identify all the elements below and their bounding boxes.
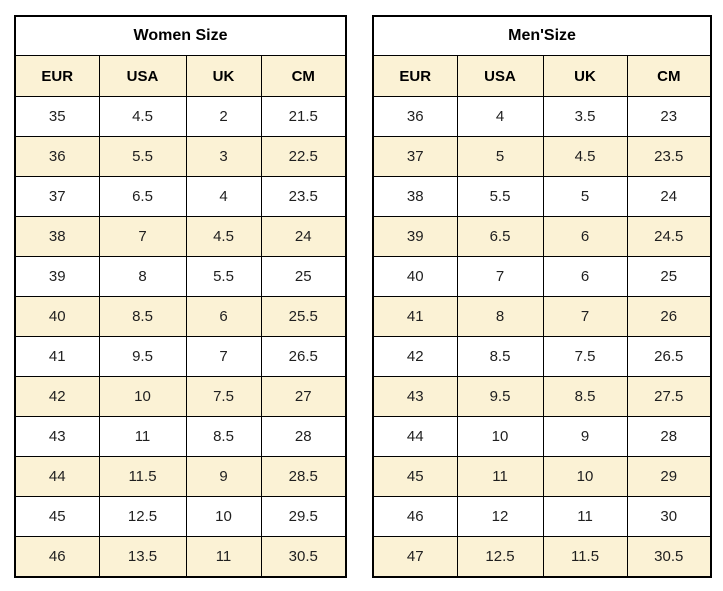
table-row — [15, 377, 346, 417]
size-cell: 8.5 — [186, 417, 261, 457]
size-cell: 25.5 — [261, 297, 346, 337]
size-cell: 22.5 — [261, 137, 346, 177]
size-cell: 4.5 — [186, 217, 261, 257]
size-cell: 43 — [373, 377, 457, 417]
column-header-row — [373, 56, 711, 97]
size-cell: 9.5 — [99, 337, 186, 377]
size-cell: 39 — [373, 217, 457, 257]
size-cell: 10 — [186, 497, 261, 537]
table-row — [373, 137, 711, 177]
size-cell: 8 — [457, 297, 543, 337]
size-cell: 7 — [186, 337, 261, 377]
size-cell: 37 — [15, 177, 99, 217]
table-row — [373, 457, 711, 497]
size-cell: 35 — [15, 97, 99, 137]
size-cell: 4 — [457, 97, 543, 137]
size-cell: 7 — [99, 217, 186, 257]
size-cell: 10 — [543, 457, 627, 497]
table-row — [373, 297, 711, 337]
size-cell: 38 — [373, 177, 457, 217]
size-cell: 4 — [186, 177, 261, 217]
size-cell: 28 — [627, 417, 711, 457]
size-cell: 11 — [99, 417, 186, 457]
size-cell: 8.5 — [99, 297, 186, 337]
table-row — [15, 497, 346, 537]
table-row — [15, 217, 346, 257]
size-cell: 24.5 — [627, 217, 711, 257]
size-cell: 5 — [457, 137, 543, 177]
size-cell: 12 — [457, 497, 543, 537]
size-cell: 30 — [627, 497, 711, 537]
size-cell: 45 — [15, 497, 99, 537]
size-cell: 26.5 — [261, 337, 346, 377]
size-cell: 28.5 — [261, 457, 346, 497]
table-row — [373, 217, 711, 257]
column-header-cm: CM — [261, 56, 346, 97]
size-cell: 46 — [373, 497, 457, 537]
size-cell: 8.5 — [543, 377, 627, 417]
size-cell: 6 — [543, 257, 627, 297]
size-cell: 44 — [373, 417, 457, 457]
size-cell: 24 — [627, 177, 711, 217]
size-cell: 42 — [15, 377, 99, 417]
table-row — [373, 177, 711, 217]
size-cell: 41 — [373, 297, 457, 337]
size-cell: 27 — [261, 377, 346, 417]
size-cell: 10 — [457, 417, 543, 457]
table-row — [15, 177, 346, 217]
size-tables-row — [14, 15, 708, 578]
column-header-uk: UK — [543, 56, 627, 97]
size-cell: 28 — [261, 417, 346, 457]
size-cell: 3 — [186, 137, 261, 177]
size-cell: 24 — [261, 217, 346, 257]
size-cell: 23.5 — [627, 137, 711, 177]
size-cell: 7 — [543, 297, 627, 337]
table-title: Men'Size — [373, 16, 711, 56]
men-size-table — [372, 15, 712, 578]
size-cell: 5.5 — [186, 257, 261, 297]
size-cell: 5 — [543, 177, 627, 217]
size-cell: 21.5 — [261, 97, 346, 137]
size-cell: 40 — [373, 257, 457, 297]
size-cell: 11 — [457, 457, 543, 497]
size-cell: 6 — [543, 217, 627, 257]
table-row — [15, 417, 346, 457]
table-row — [15, 457, 346, 497]
table-row — [373, 257, 711, 297]
size-cell: 23.5 — [261, 177, 346, 217]
women-size-table — [14, 15, 347, 578]
size-cell: 43 — [15, 417, 99, 457]
size-cell: 8.5 — [457, 337, 543, 377]
table-row — [15, 537, 346, 578]
size-cell: 9 — [543, 417, 627, 457]
size-cell: 44 — [15, 457, 99, 497]
size-cell: 5.5 — [99, 137, 186, 177]
column-header-row — [15, 56, 346, 97]
size-cell: 29 — [627, 457, 711, 497]
size-cell: 6.5 — [457, 217, 543, 257]
size-cell: 40 — [15, 297, 99, 337]
table-row — [15, 257, 346, 297]
table-row — [15, 337, 346, 377]
size-cell: 23 — [627, 97, 711, 137]
size-cell: 30.5 — [261, 537, 346, 578]
table-row — [15, 137, 346, 177]
size-cell: 3.5 — [543, 97, 627, 137]
size-cell: 2 — [186, 97, 261, 137]
size-cell: 11 — [186, 537, 261, 578]
column-header-usa: USA — [99, 56, 186, 97]
size-cell: 6.5 — [99, 177, 186, 217]
size-cell: 10 — [99, 377, 186, 417]
size-cell: 38 — [15, 217, 99, 257]
size-cell: 30.5 — [627, 537, 711, 578]
size-cell: 26.5 — [627, 337, 711, 377]
size-cell: 45 — [373, 457, 457, 497]
size-cell: 36 — [15, 137, 99, 177]
table-title-row — [15, 16, 346, 56]
table-title: Women Size — [15, 16, 346, 56]
size-cell: 5.5 — [457, 177, 543, 217]
size-cell: 26 — [627, 297, 711, 337]
table-title-row — [373, 16, 711, 56]
table-row — [373, 497, 711, 537]
size-cell: 12.5 — [99, 497, 186, 537]
table-row — [15, 297, 346, 337]
size-cell: 25 — [261, 257, 346, 297]
size-cell: 7.5 — [543, 337, 627, 377]
size-cell: 47 — [373, 537, 457, 578]
size-cell: 36 — [373, 97, 457, 137]
size-cell: 11.5 — [99, 457, 186, 497]
size-cell: 37 — [373, 137, 457, 177]
table-row — [373, 377, 711, 417]
size-cell: 25 — [627, 257, 711, 297]
size-cell: 27.5 — [627, 377, 711, 417]
size-cell: 42 — [373, 337, 457, 377]
size-cell: 6 — [186, 297, 261, 337]
column-header-eur: EUR — [15, 56, 99, 97]
size-cell: 4.5 — [543, 137, 627, 177]
size-cell: 7.5 — [186, 377, 261, 417]
size-cell: 29.5 — [261, 497, 346, 537]
size-cell: 41 — [15, 337, 99, 377]
table-row — [373, 417, 711, 457]
table-row — [373, 537, 711, 578]
size-cell: 9 — [186, 457, 261, 497]
column-header-usa: USA — [457, 56, 543, 97]
size-cell: 8 — [99, 257, 186, 297]
size-cell: 46 — [15, 537, 99, 578]
table-row — [15, 97, 346, 137]
column-header-cm: CM — [627, 56, 711, 97]
size-cell: 39 — [15, 257, 99, 297]
column-header-uk: UK — [186, 56, 261, 97]
size-cell: 4.5 — [99, 97, 186, 137]
size-cell: 9.5 — [457, 377, 543, 417]
column-header-eur: EUR — [373, 56, 457, 97]
size-cell: 11.5 — [543, 537, 627, 578]
table-row — [373, 97, 711, 137]
table-row — [373, 337, 711, 377]
size-cell: 11 — [543, 497, 627, 537]
size-cell: 7 — [457, 257, 543, 297]
size-cell: 12.5 — [457, 537, 543, 578]
size-cell: 13.5 — [99, 537, 186, 578]
